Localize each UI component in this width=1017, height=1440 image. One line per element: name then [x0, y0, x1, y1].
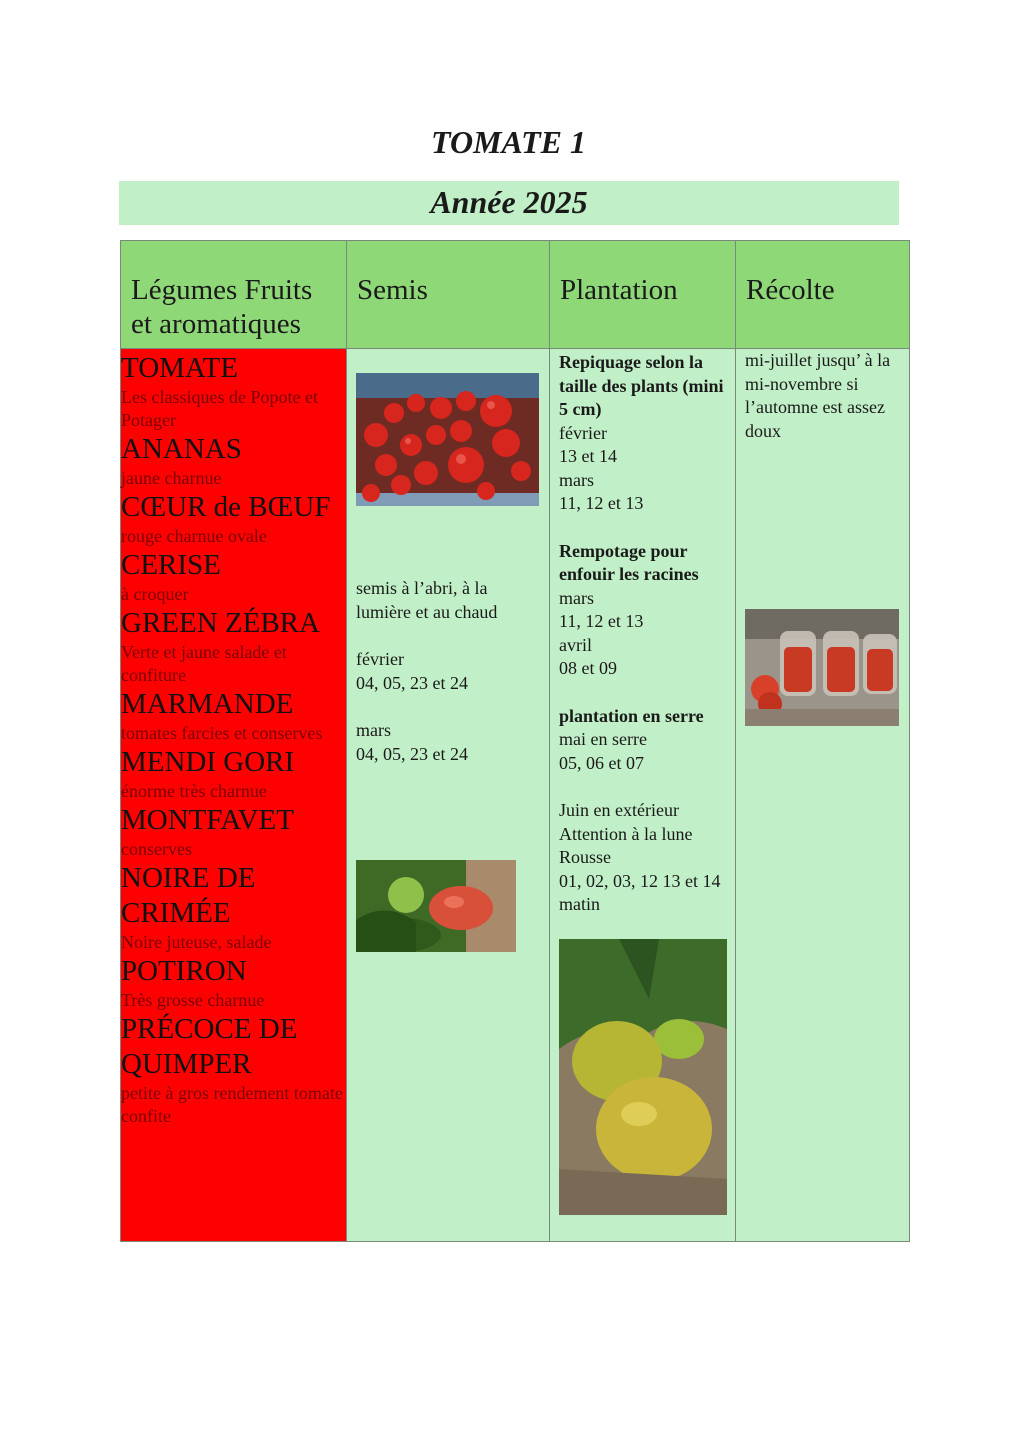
repiquage-title: Repiquage selon la taille des plants (mini 5 cm) [559, 352, 724, 419]
semis-month-1: février [356, 649, 404, 669]
tomato-jars-photo [745, 609, 899, 726]
variety-name: CERISE [121, 549, 221, 581]
plantation-text [550, 349, 735, 917]
varieties-cell [121, 349, 347, 1242]
exterieur-line-2: Attention à la lune Rousse [559, 823, 693, 867]
year-banner: Année 2025 [119, 181, 899, 225]
variety-description: tomates farcies et conserves [121, 723, 323, 743]
variety-list [121, 351, 346, 1128]
rempotage-title: Rempotage pour enfouir les racines [559, 540, 699, 584]
variety-name: PRÉCOCE DE QUIMPER [121, 1013, 298, 1080]
semis-cell [347, 349, 550, 1242]
rempotage-days-1: 11, 12 et 13 [559, 611, 644, 631]
variety-description: conserves [121, 839, 192, 859]
variety-name: CŒUR de BŒUF [121, 491, 331, 523]
variety-name: NOIRE DE CRIMÉE [121, 862, 256, 929]
table-header-row [121, 241, 910, 349]
rempotage-month-1: mars [559, 587, 594, 608]
semis-days-1: 04, 05, 23 et 24 [356, 672, 468, 693]
repiquage-days-1: 13 et 14 [559, 446, 617, 466]
variety-description: Les classiques de Popote et Potager [121, 387, 318, 430]
repiquage-month-1: février [559, 422, 607, 443]
serre-days: 05, 06 et 07 [559, 752, 644, 773]
header-semis: Semis [347, 241, 550, 349]
variety-name: MENDI GORI [121, 746, 295, 778]
plantation-cell [550, 349, 736, 1242]
semis-days-2: 04, 05, 23 et 24 [356, 743, 468, 764]
exterieur-line-1: Juin en extérieur [559, 800, 679, 820]
semis-text [356, 577, 541, 766]
variety-description: petite à gros rendement tomate confite [121, 1083, 343, 1126]
variety-name: GREEN ZÉBRA [121, 607, 320, 639]
planting-calendar-table [120, 240, 910, 1242]
variety-description: Verte et jaune salade et confiture [121, 642, 287, 685]
repiquage-month-2: mars [559, 469, 594, 490]
variety-description: énorme très charnue [121, 781, 267, 801]
header-vegetables: Légumes Fruits et aromatiques [121, 241, 347, 349]
yellow-tomatoes-photo [559, 939, 727, 1215]
variety-name: TOMATE [121, 352, 239, 384]
variety-description: rouge charnue ovale [121, 526, 267, 546]
serre-title: plantation en serre [559, 705, 704, 726]
semis-month-2: mars [356, 720, 391, 740]
rempotage-month-2: avril [559, 634, 592, 655]
variety-name: MONTFAVET [121, 804, 294, 836]
rempotage-days-2: 08 et 09 [559, 658, 617, 678]
serre-month: mai en serre [559, 729, 647, 749]
repiquage-days-2: 11, 12 et 13 [559, 493, 644, 513]
semis-intro: semis à l’abri, à la lumière et au chaud [356, 578, 498, 622]
exterieur-days: 01, 02, 03, 12 13 et 14 matin [559, 870, 721, 914]
recolte-cell [736, 349, 910, 1242]
table-body-row [121, 349, 910, 1242]
tomato-plant-photo [356, 860, 516, 952]
variety-name: ANANAS [121, 433, 242, 465]
variety-name: POTIRON [121, 955, 247, 987]
cherry-tomatoes-photo [356, 373, 539, 506]
header-plantation: Plantation [550, 241, 736, 349]
variety-description: jaune charnue [121, 468, 222, 488]
header-recolte: Récolte [736, 241, 910, 349]
variety-description: Très grosse charnue [121, 990, 265, 1010]
variety-name: MARMANDE [121, 688, 294, 720]
recolte-text: mi-juillet jusqu’ à la mi-novembre si l’automne est assez doux [745, 350, 891, 441]
variety-description: à croquer [121, 584, 189, 604]
page-title: TOMATE 1 [431, 124, 586, 160]
variety-description: Noire juteuse, salade [121, 932, 272, 952]
